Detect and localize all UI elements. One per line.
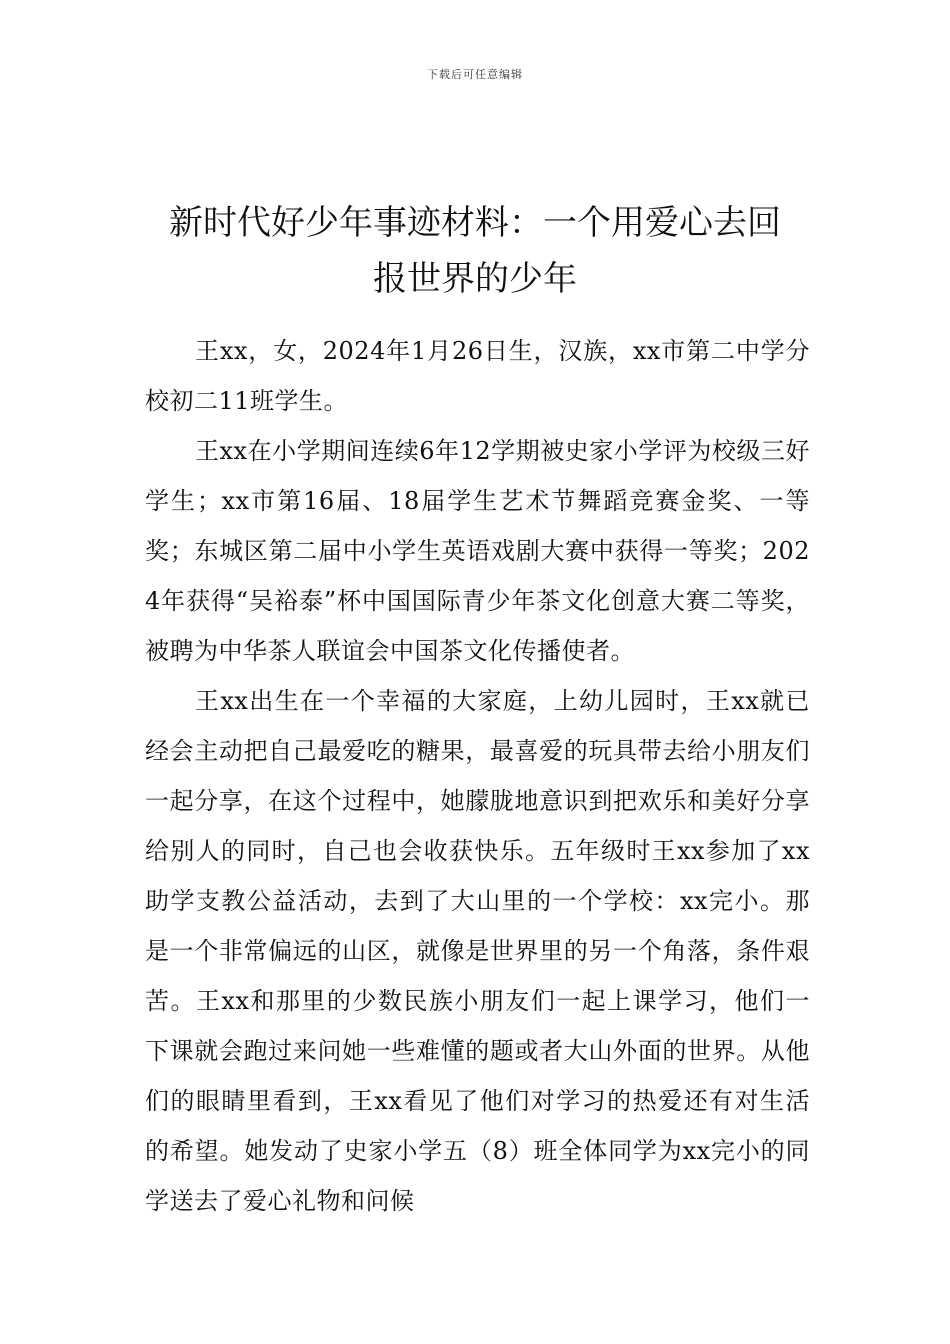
paragraph-2: 王xx在小学期间连续6年12学期被史家小学评为校级三好学生；xx市第16届、18届学生艺术节舞蹈竞赛金奖、一等奖；东城区第二届中小学生英语戏剧大赛中获得一等奖；2024年获得“吴裕泰”杯中国国际青少年茶文化创意大赛二等奖，被聘为中华茶人联谊会中国茶文化传播使者。 — [145, 437, 810, 665]
paragraph-1: 王xx，女，2024年1月26日生，汉族，xx市第二中学分校初二11班学生。 — [145, 337, 810, 415]
title-line-2: 报世界的少年 — [373, 258, 577, 299]
document-title — [120, 195, 830, 307]
title-line-1: 新时代好少年事迹材料：一个用爱心去回 — [169, 202, 781, 243]
document-body — [145, 326, 810, 1226]
paragraph-3: 王xx出生在一个幸福的大家庭，上幼儿园时，王xx就已经会主动把自己最爱吃的糖果，最喜爱的玩具带去给小朋友们一起分享，在这个过程中，她朦胧地意识到把欢乐和美好分享给别人的同时，自己也会收获快乐。五年级时王xx参加了xx助学支教公益活动，去到了大山里的一个学校：xx完小。那是一个非常偏远的山区，就像是世界里的另一个角落，条件艰苦。王xx和那里的少数民族小朋友们一起上课学习，他们一下课就会跑过来问她一些难懂的题或者大山外面的世界。从他们的眼睛里看到，王xx看见了他们对学习的热爱还有对生活的希望。她发动了史家小学五（8）班全体同学为xx完小的同学送去了爱心礼物和问候 — [145, 687, 810, 1215]
header-note: 下载后可任意编辑 — [427, 68, 523, 81]
